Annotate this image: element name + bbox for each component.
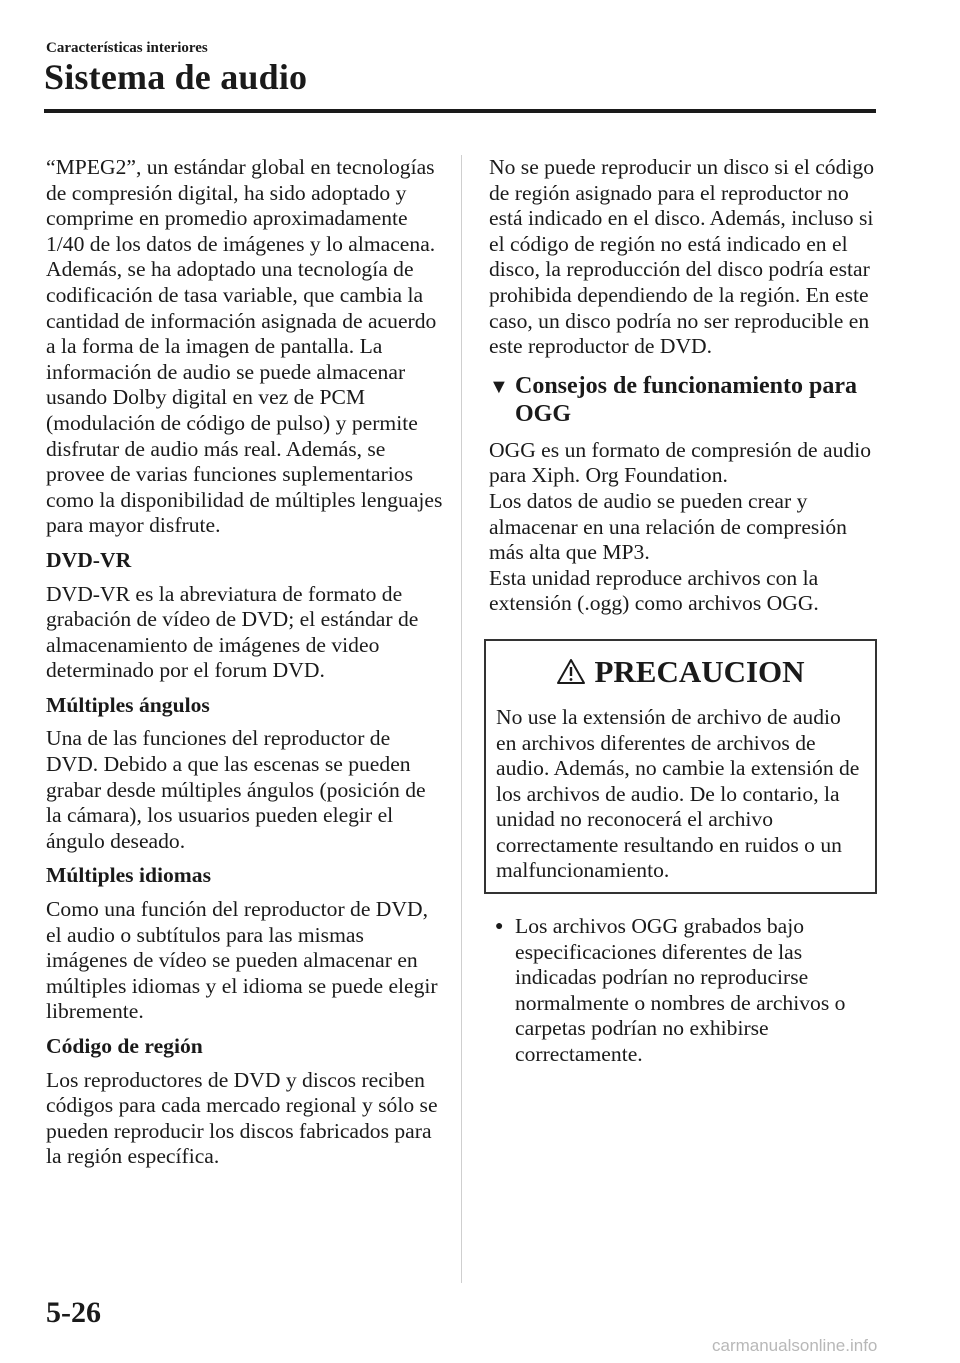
left-column — [46, 155, 446, 1179]
triangle-down-icon: ▼ — [489, 375, 509, 398]
bullet-text: Los archivos OGG grabados bajo especificaciones diferentes de las indicadas podrían no reproducirse normalmente o nombres de archivos o carpetas podrían no exhibirse correctamente. — [515, 914, 846, 1067]
page-number: 5-26 — [46, 1296, 101, 1329]
page-title: Sistema de audio — [44, 57, 308, 97]
section-label: Características interiores — [46, 40, 208, 56]
watermark: carmanualsonline.info — [712, 1336, 878, 1355]
dvdvr-paragraph: DVD-VR es la abreviatura de formato de grabación de vídeo de DVD; el estándar de almacenamiento de imágenes de video determinado por el forum DVD. — [46, 581, 419, 683]
angles-paragraph: Una de las funciones del reproductor de DVD. Debido a que las escenas se pueden grabar desde múltiples ángulos (posición de la cámara), los usuarios pueden elegir el ángulo deseado. — [46, 726, 426, 853]
intro-paragraph: “MPEG2”, un estándar global en tecnologías de compresión digital, ha sido adoptado y comprime en promedio aproximadamente 1/40 de los datos de imágenes y lo almacena. Además, se ha adoptado una tecnología de codificación de tasa variable, que cambia la cantidad de información asignada de acuerdo a la forma de la imagen de pantalla. La información de audio se puede almacenar usando Dolby digital en vez de PCM (modulación de código de pulso) y permite disfrutar de audio más real. Además, se provee de varias funciones suplementarios como la disponibilidad de múltiples lenguajes para mayor disfrute. — [46, 155, 443, 538]
region-continued-paragraph: No se puede reproducir un disco si el código de región asignado para el reproductor no está indicado en el disco. Además, incluso si el código de región no está indicado en el disco, la reproducción del disco podría estar prohibida dependiendo de la región. En este caso, un disco podría no ser reproducible en este reproductor de DVD. — [489, 155, 874, 359]
region-paragraph: Los reproductores de DVD y discos reciben códigos para cada mercado regional y sólo se pueden reproducir los discos fabricados para la región específica. — [46, 1067, 438, 1169]
right-column — [489, 155, 879, 1068]
caution-box — [484, 639, 877, 894]
languages-paragraph: Como una función del reproductor de DVD, el audio o subtítulos para las mismas imágenes de vídeo se pueden almacenar en múltiples idiomas y el idioma se puede elegir libremente. — [46, 897, 438, 1024]
ogg-line-1: OGG es un formato de compresión de audio para Xiph. Org Foundation. — [489, 437, 871, 488]
languages-heading: Múltiples idiomas — [46, 863, 211, 888]
ogg-section-heading — [489, 372, 879, 428]
list-item — [489, 914, 879, 1068]
column-divider — [461, 155, 462, 1283]
caution-text: No use la extensión de archivo de audio en archivos diferentes de archivos de audio. Además, no cambie la extensión de los archivos de audio. De lo contario, la unidad no reconocerá el archivo correctamente resultando en ruidos o un malfuncionamiento. — [496, 704, 860, 883]
ogg-line-2: Los datos de audio se pueden crear y almacenar en una relación de compresión más alta que MP3. — [489, 488, 847, 565]
angles-heading: Múltiples ángulos — [46, 692, 210, 717]
caution-title — [496, 653, 865, 691]
ogg-heading-text: Consejos de funcionamiento para OGG — [515, 372, 858, 427]
ogg-paragraph — [489, 438, 879, 617]
caution-title-text: PRECAUCION — [594, 654, 805, 690]
region-heading: Código de región — [46, 1034, 203, 1058]
header-rule — [44, 109, 876, 113]
ogg-line-3: Esta unidad reproduce archivos con la extensión (.ogg) como archivos OGG. — [489, 565, 819, 616]
dvdvr-heading: DVD-VR — [46, 547, 132, 572]
warning-triangle-icon — [556, 658, 586, 685]
bullet-dot-icon: ● — [495, 919, 504, 935]
